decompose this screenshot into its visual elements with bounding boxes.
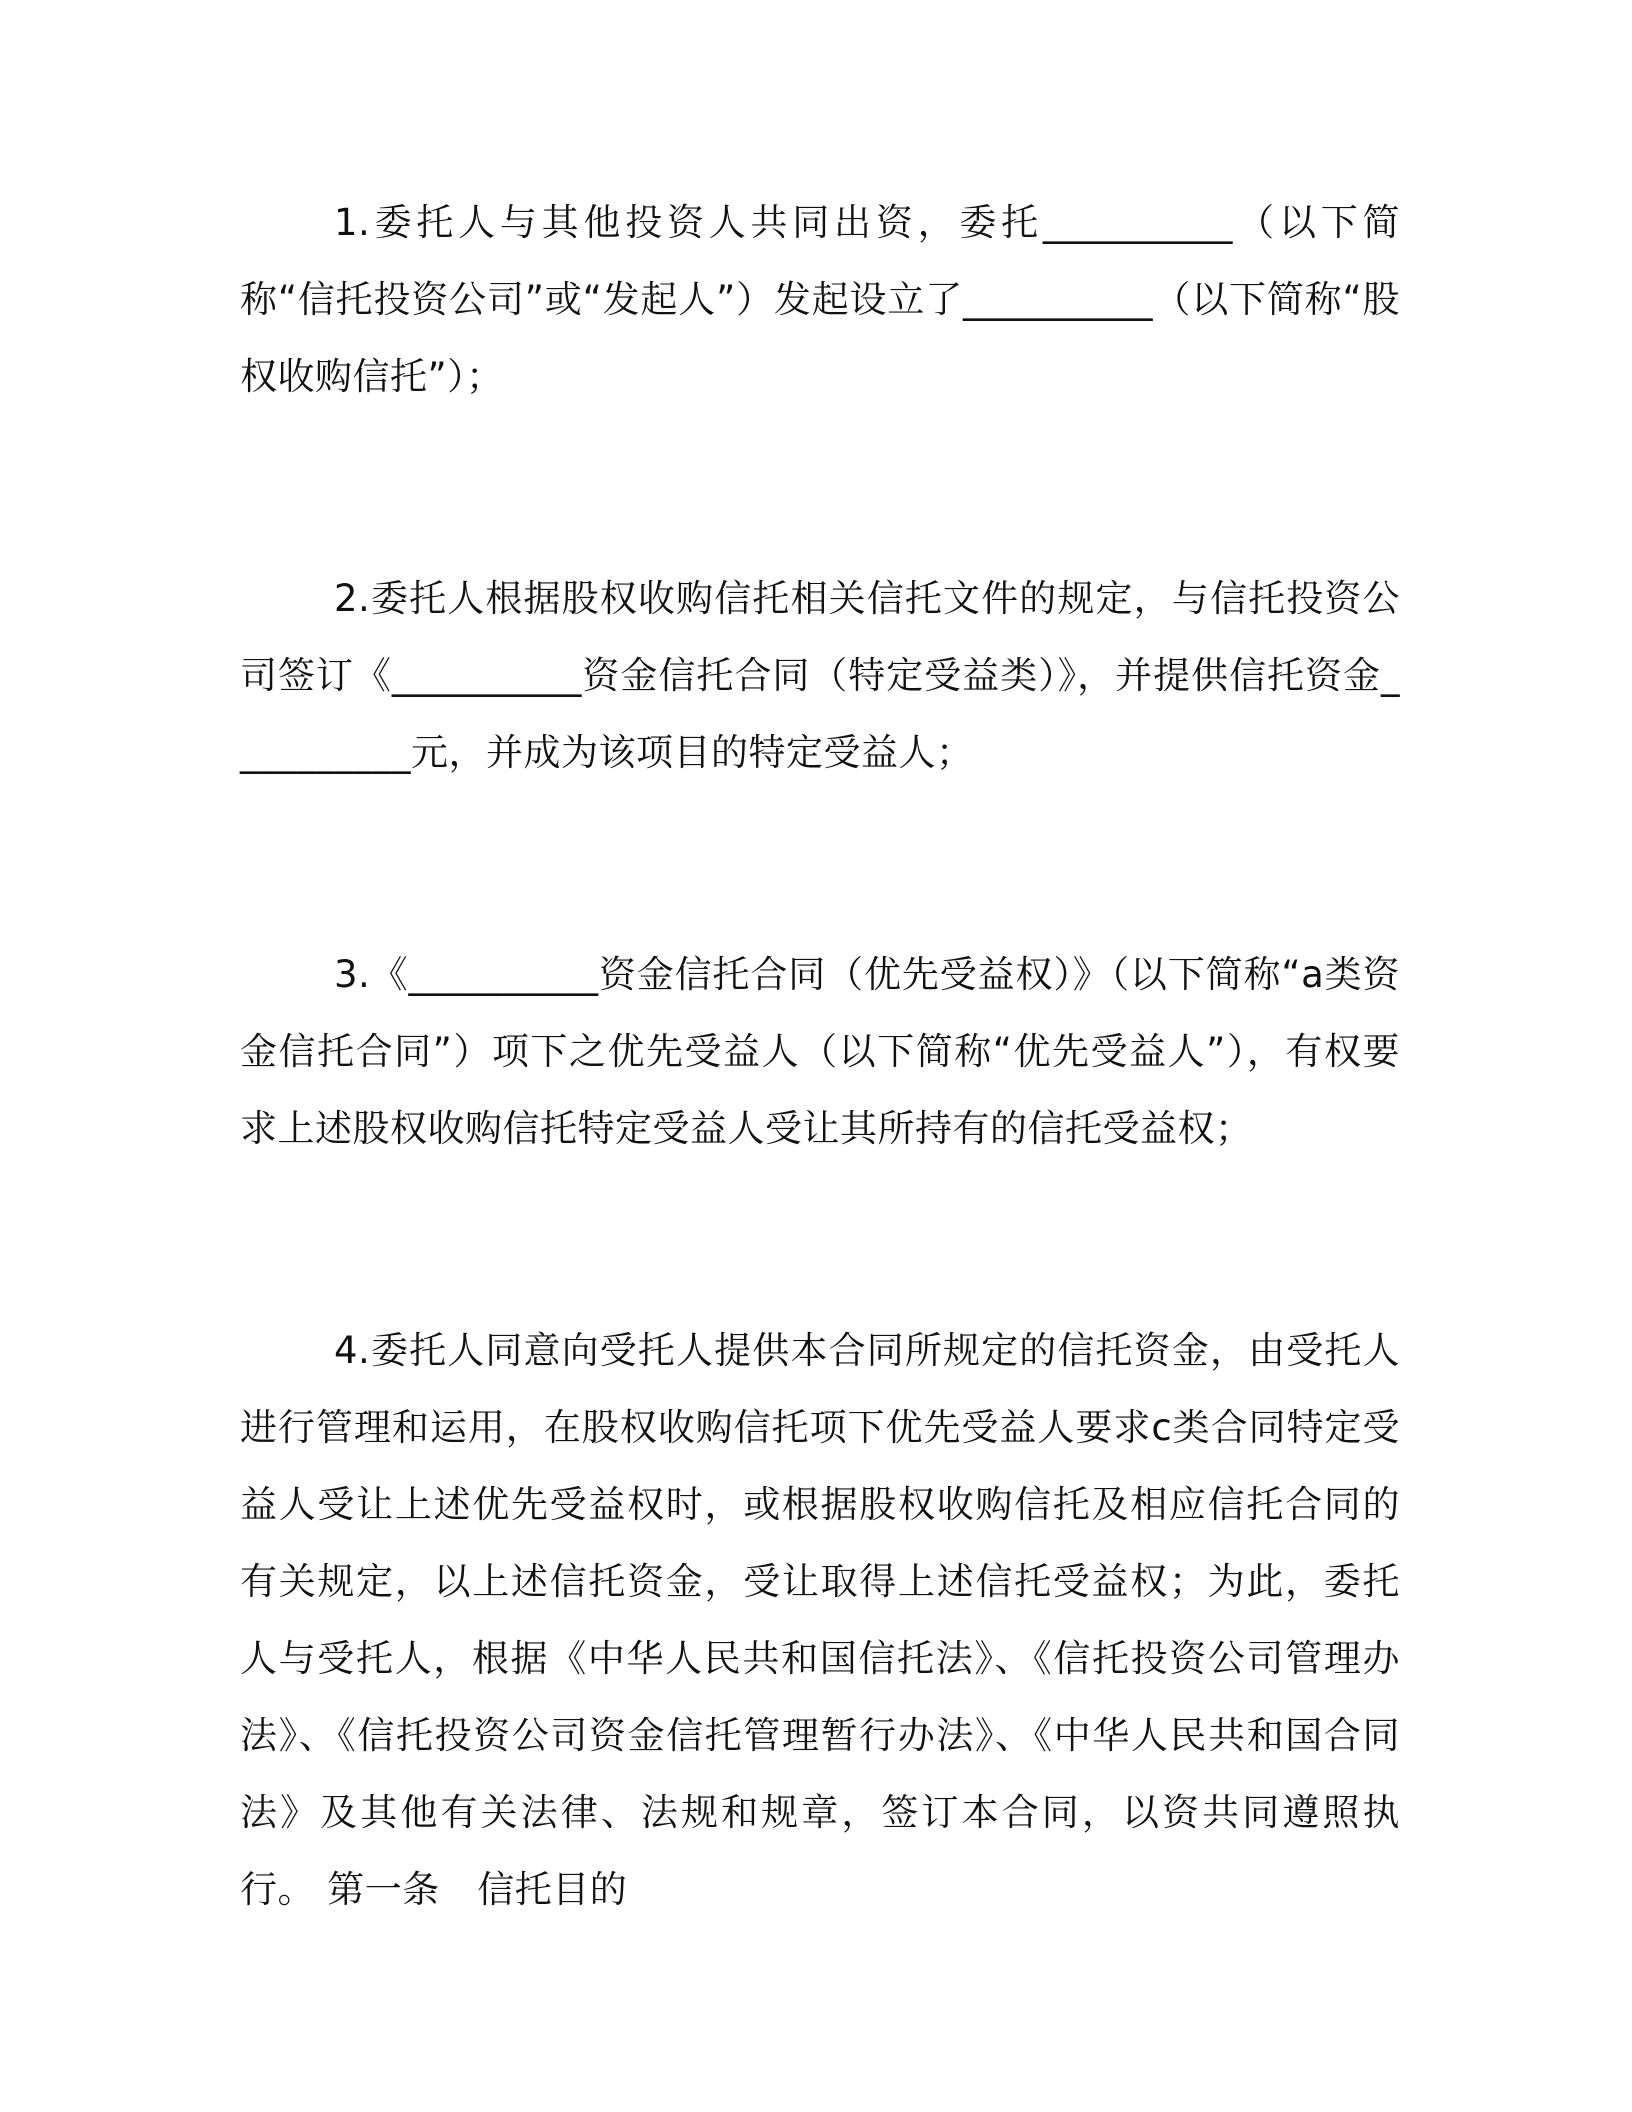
document-body [240, 184, 1400, 1928]
paragraph-1: 1.委托人与其他投资人共同出资，委托__________（以下简称“信托投资公司”或“发起人”）发起设立了__________（以下简称“股权收购信托”）； [240, 201, 1400, 398]
paragraph-2: 2.委托人根据股权收购信托相关信托文件的规定，与信托投资公司签订《__________资金信托合同（特定受益类）》，并提供信托资金__________元，并成为该项目的特定受益人； [240, 577, 1400, 774]
paragraph-4: 4.委托人同意向受托人提供本合同所规定的信托资金，由受托人进行管理和运用，在股权收购信托项下优先受益人要求c类合同特定受益人受让上述优先受益权时，或根据股权收购信托及相应信托合同的有关规定，以上述信托资金，受让取得上述信托受益权；为此，委托人与受托人，根据《中华人民共和国信托法》、《信托投资公司管理办法》、《信托投资公司资金信托管理暂行办法》、《中华人民共和国合同法》及其他有关法律、法规和规章，签订本合同，以资共同遵照执行。 第一条 信托目的 [240, 1329, 1400, 1911]
paragraph-3: 3.《__________资金信托合同（优先受益权）》（以下简称“a类资金信托合同”）项下之优先受益人（以下简称“优先受益人”），有权要求上述股权收购信托特定受益人受让其所持有的信托受益权； [240, 953, 1400, 1150]
